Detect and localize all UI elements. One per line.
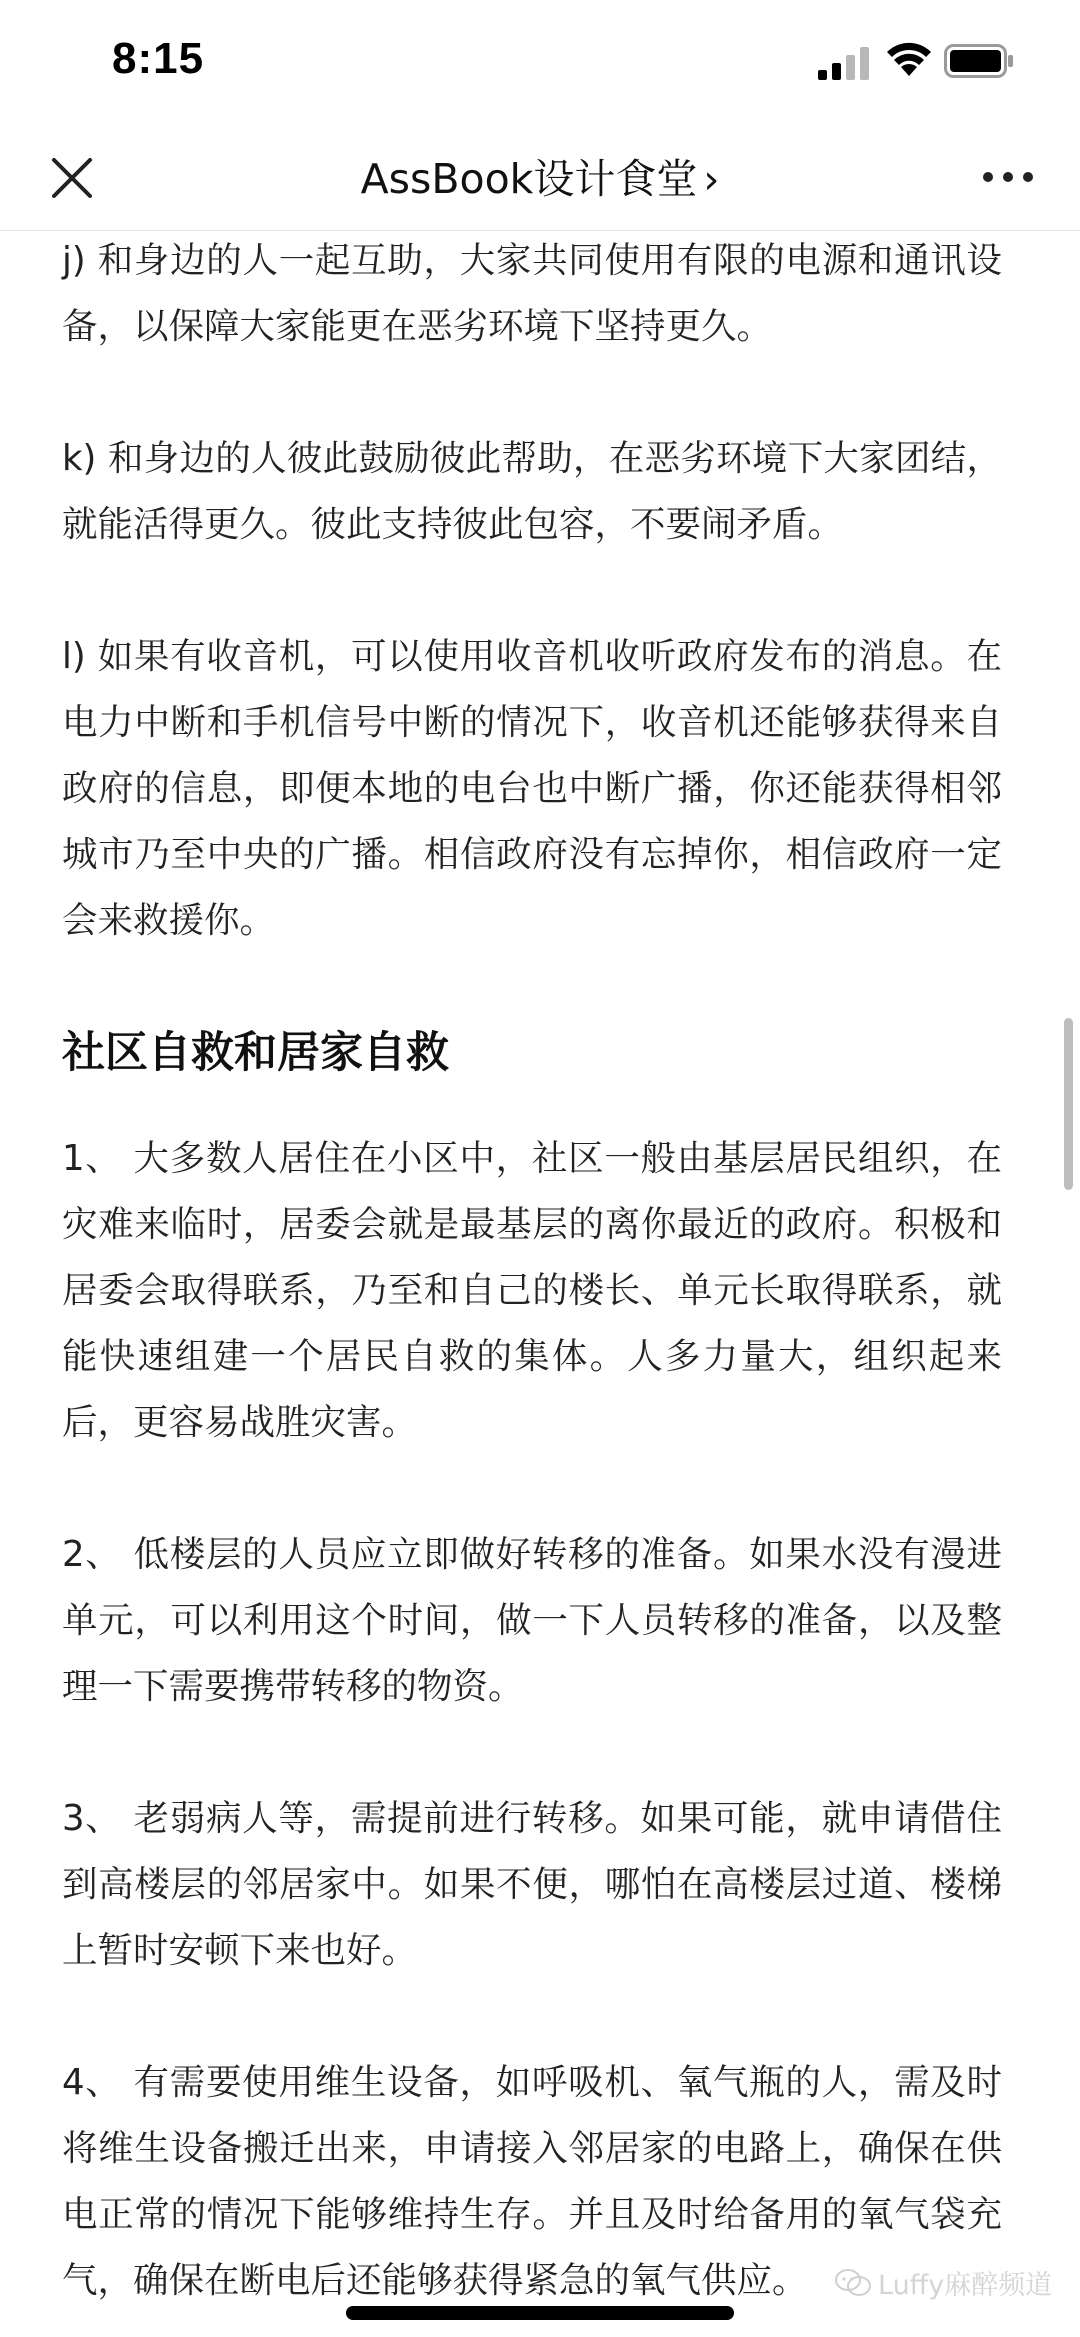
status-bar: [0, 0, 1080, 130]
list-item-3: 3、 老弱病人等，需提前进行转移。如果可能，就申请借住到高楼层的邻居家中。如果不便，哪怕在高楼层过道、楼梯上暂时安顿下来也好。: [62, 1798, 1002, 1971]
account-title: AssBook设计食堂: [360, 155, 698, 203]
list-item-2: 2、 低楼层的人员应立即做好转移的准备。如果水没有漫进单元，可以利用这个时间，做一下人员转移的准备，以及整理一下需要携带转移的物资。: [62, 1534, 1002, 1707]
home-indicator[interactable]: [346, 2306, 734, 2320]
battery-icon: [944, 44, 1014, 78]
paragraph-k: k) 和身边的人彼此鼓励彼此帮助，在恶劣环境下大家团结，就能活得更久。彼此支持彼此包容，不要闹矛盾。: [62, 438, 1002, 545]
list-item-1: 1、 大多数人居住在小区中，社区一般由基层居民组织，在灾难来临时，居委会就是最基层的离你最近的政府。积极和居委会取得联系，乃至和自己的楼长、单元长取得联系，就能快速组建一个居民自救的集体。人多力量大，组织起来后，更容易战胜灾害。: [62, 1138, 1002, 1443]
watermark-text: Luffy麻醉频道: [878, 2270, 1053, 2301]
watermark: [834, 2263, 1052, 2302]
article-body: [62, 228, 1002, 2337]
chevron-right-icon: ›: [703, 157, 720, 203]
list-item-4: 4、 有需要使用维生设备，如呼吸机、氧气瓶的人，需及时将维生设备搬迁出来，申请接入邻居家的电路上，确保在供电正常的情况下能够维持生存。并且及时给备用的氧气袋充气，确保在断电后还能够获得紧急的氧气供应。: [62, 2062, 1002, 2301]
status-time: 8:15: [112, 34, 205, 83]
paragraph-j: j) 和身边的人一起互助，大家共同使用有限的电源和通讯设备，以保障大家能更在恶劣环境下坚持更久。: [62, 240, 1002, 347]
account-title-link[interactable]: [0, 146, 1080, 205]
more-icon[interactable]: [982, 168, 1034, 186]
nav-bar: [0, 130, 1080, 231]
signal-icon: [818, 46, 870, 80]
paragraph-l: l) 如果有收音机，可以使用收音机收听政府发布的消息。在电力中断和手机信号中断的情况下，收音机还能够获得来自政府的信息，即便本地的电台也中断广播，你还能获得相邻城市乃至中央的广播。相信政府没有忘掉你，相信政府一定会来救援你。: [62, 636, 1002, 941]
scrollbar-thumb[interactable]: [1064, 1018, 1073, 1190]
wechat-icon: [834, 2267, 872, 2299]
wifi-icon: [886, 40, 932, 78]
section-heading: 社区自救和居家自救: [62, 1028, 449, 1078]
